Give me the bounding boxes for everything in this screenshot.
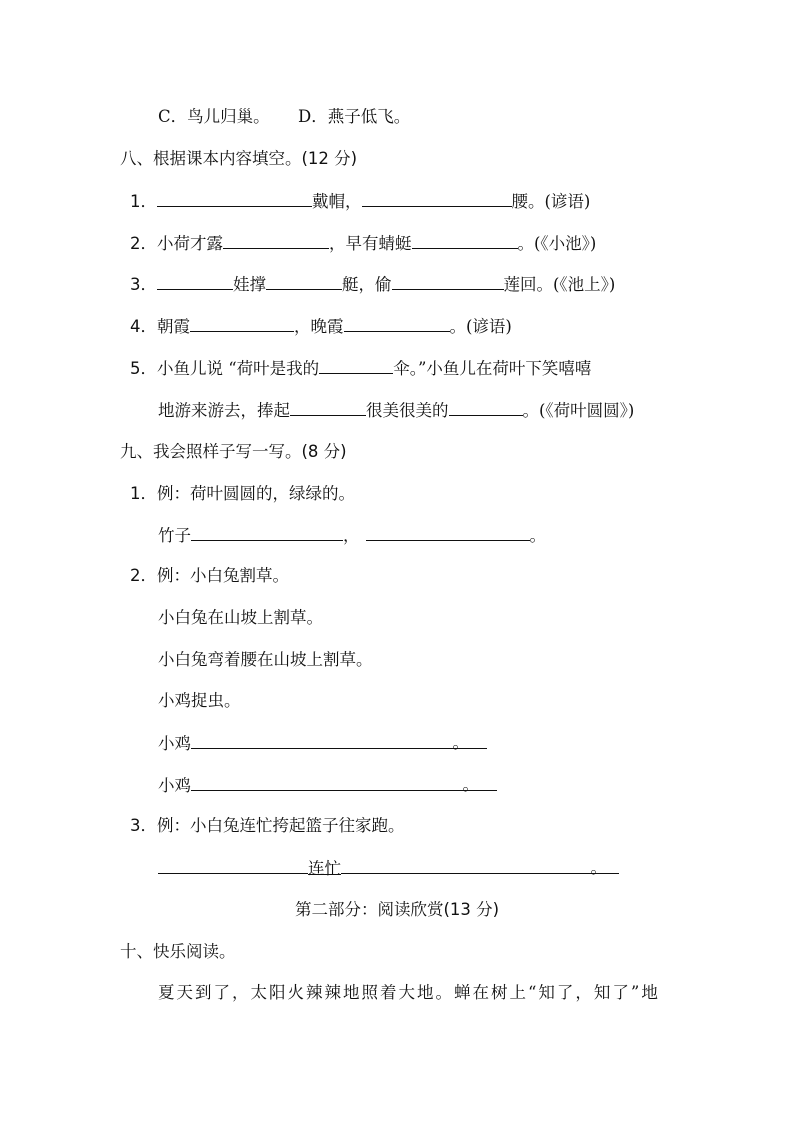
q9-2-answer-b <box>158 774 497 797</box>
q8-4-text-a: 朝霞 <box>157 317 190 336</box>
q8-2 <box>130 232 596 255</box>
blank-8-1-a[interactable] <box>157 190 312 207</box>
q9-1-number: 1． <box>130 484 157 503</box>
section-10-title: 十、快乐阅读。 <box>120 942 236 961</box>
q8-2-text-b: ，早有蜻蜓 <box>329 234 412 253</box>
blank-8-3-b[interactable] <box>266 273 342 290</box>
blank-9-3-a[interactable] <box>158 857 308 874</box>
blank-8-5-b[interactable] <box>290 399 366 416</box>
q8-5-text-a: 小鱼儿说 “荷叶是我的 <box>157 359 320 378</box>
blank-8-4-b[interactable] <box>344 315 450 332</box>
q8-5-number: 5． <box>130 359 157 378</box>
option-d: D．燕子低飞。 <box>298 107 411 126</box>
q9-1-text-b: ， <box>343 526 360 545</box>
q9-3-answer <box>158 857 619 880</box>
q9-2-text-b: 小鸡 <box>158 776 191 795</box>
q9-1-example-text: 例：荷叶圆圆的，绿绿的。 <box>157 484 355 503</box>
q8-3-text-a: 娃撑 <box>233 275 266 294</box>
blank-9-2-a[interactable] <box>191 732 487 752</box>
blank-8-5-c[interactable] <box>449 399 523 416</box>
option-c: C．鸟儿归巢。 <box>158 107 270 126</box>
section-8-title: 八、根据课本内容填空。(12 分) <box>120 149 358 168</box>
q9-2-example <box>130 565 289 587</box>
blank-8-1-b[interactable] <box>362 190 512 207</box>
q8-3-text-c: 莲回。(《池上》) <box>503 275 616 294</box>
blank-8-3-a[interactable] <box>157 273 233 290</box>
q9-1-text-a: 竹子 <box>158 526 191 545</box>
section-9-title: 九、我会照样子写一写。(8 分) <box>120 442 347 461</box>
q8-2-number: 2． <box>130 234 157 253</box>
blank-9-1-a[interactable] <box>191 524 343 541</box>
passage-line-1: 夏天到了，太阳火辣辣地照着大地。蝉在树上“知了，知了”地 <box>158 983 660 1002</box>
blank-9-3-b[interactable] <box>341 857 619 877</box>
blank-8-2-b[interactable] <box>412 232 518 249</box>
q9-3-end: 。 <box>590 858 607 877</box>
q9-2-answer-a <box>158 732 487 755</box>
q9-2-a-end: 。 <box>452 733 469 752</box>
q8-5-text-d: 很美很美的 <box>366 401 449 420</box>
q9-2-text-a: 小鸡 <box>158 734 191 753</box>
q9-1-text-c: 。 <box>529 526 546 545</box>
blank-8-3-c[interactable] <box>392 273 504 290</box>
blank-8-2-a[interactable] <box>223 232 329 249</box>
q8-2-text-a: 小荷才露 <box>157 234 223 253</box>
q9-2-number: 2． <box>130 566 157 585</box>
q9-2-prompt: 小鸡捉虫。 <box>158 691 241 710</box>
q8-3 <box>130 273 615 296</box>
q9-1-example <box>130 483 355 505</box>
blank-8-4-a[interactable] <box>190 315 294 332</box>
blank-9-2-b[interactable] <box>191 774 497 794</box>
q8-4-text-c: 。(谚语) <box>449 317 512 336</box>
q8-5-continued <box>158 399 634 422</box>
q8-3-number: 3． <box>130 275 157 294</box>
q8-1-text-a: 戴帽， <box>312 192 362 211</box>
q8-1-text-b: 腰。(谚语) <box>511 192 591 211</box>
q9-1-answer <box>158 524 546 547</box>
q8-4-text-b: ，晚霞 <box>294 317 344 336</box>
q8-5-text-b: 伞。”小鱼儿在荷叶下笑嘻嘻 <box>393 359 592 378</box>
q8-4 <box>130 315 512 338</box>
q9-2-example-1: 例：小白兔割草。 <box>157 566 289 585</box>
q9-3-text-a: 连忙 <box>308 859 341 878</box>
q9-2-b-end: 。 <box>462 775 479 794</box>
q9-2-example-3: 小白兔弯着腰在山坡上割草。 <box>158 650 373 669</box>
q8-5-text-e: 。(《荷叶圆圆》) <box>522 401 635 420</box>
part-2-title: 第二部分：阅读欣赏(13 分) <box>294 900 500 919</box>
blank-8-5-a[interactable] <box>319 357 393 374</box>
q8-5 <box>130 357 591 380</box>
q8-5-text-c: 地游来游去，捧起 <box>158 401 290 420</box>
q9-3-example-text: 例：小白兔连忙挎起篮子往家跑。 <box>157 816 405 835</box>
q9-3-number: 3． <box>130 816 157 835</box>
blank-9-1-b[interactable] <box>366 524 530 541</box>
q8-3-text-b: 艇，偷 <box>342 275 392 294</box>
q9-3-example <box>130 815 405 837</box>
q8-4-number: 4． <box>130 317 157 336</box>
q8-1-number: 1． <box>130 192 157 211</box>
q8-2-text-c: 。(《小池》) <box>517 234 597 253</box>
q9-2-example-2: 小白兔在山坡上割草。 <box>158 608 323 627</box>
q8-1 <box>130 190 590 213</box>
